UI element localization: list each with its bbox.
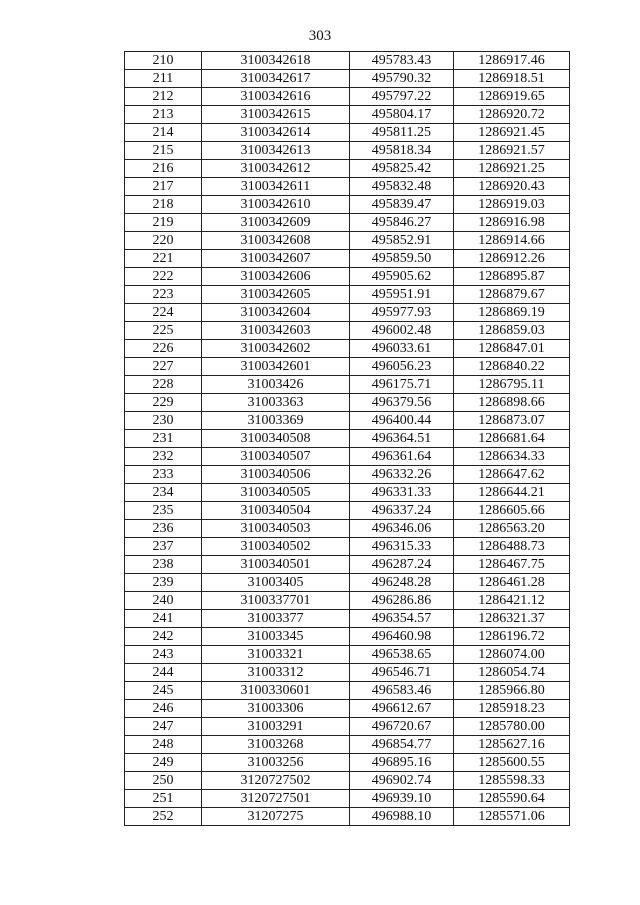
x-coordinate-cell: 495846.27 (350, 214, 454, 232)
point-id-cell: 3100342612 (202, 160, 350, 178)
table-row (125, 106, 570, 124)
table-row (125, 664, 570, 682)
row-index-cell: 216 (125, 160, 202, 178)
table-row (125, 340, 570, 358)
point-id-cell: 31003369 (202, 412, 350, 430)
x-coordinate-cell: 496854.77 (350, 736, 454, 754)
point-id-cell: 3100342617 (202, 70, 350, 88)
table-row (125, 520, 570, 538)
row-index-cell: 220 (125, 232, 202, 250)
x-coordinate-cell: 496460.98 (350, 628, 454, 646)
table-row (125, 466, 570, 484)
point-id-cell: 3100342609 (202, 214, 350, 232)
point-id-cell: 3100340508 (202, 430, 350, 448)
table-row (125, 412, 570, 430)
y-coordinate-cell: 1285600.55 (454, 754, 570, 772)
table-row (125, 700, 570, 718)
y-coordinate-cell: 1285598.33 (454, 772, 570, 790)
x-coordinate-cell: 496720.67 (350, 718, 454, 736)
table-row (125, 88, 570, 106)
point-id-cell: 3120727501 (202, 790, 350, 808)
x-coordinate-cell: 496056.23 (350, 358, 454, 376)
point-id-cell: 31003426 (202, 376, 350, 394)
x-coordinate-cell: 496315.33 (350, 538, 454, 556)
table-row (125, 376, 570, 394)
y-coordinate-cell: 1286895.87 (454, 268, 570, 286)
table-row (125, 646, 570, 664)
x-coordinate-cell: 496902.74 (350, 772, 454, 790)
table-row (125, 322, 570, 340)
x-coordinate-cell: 496331.33 (350, 484, 454, 502)
x-coordinate-cell: 495905.62 (350, 268, 454, 286)
row-index-cell: 242 (125, 628, 202, 646)
x-coordinate-cell: 495977.93 (350, 304, 454, 322)
point-id-cell: 3100342602 (202, 340, 350, 358)
table-row (125, 808, 570, 826)
y-coordinate-cell: 1286912.26 (454, 250, 570, 268)
y-coordinate-cell: 1286196.72 (454, 628, 570, 646)
x-coordinate-cell: 496337.24 (350, 502, 454, 520)
point-id-cell: 3100330601 (202, 682, 350, 700)
y-coordinate-cell: 1286920.43 (454, 178, 570, 196)
point-id-cell: 3100342618 (202, 52, 350, 70)
x-coordinate-cell: 496354.57 (350, 610, 454, 628)
x-coordinate-cell: 496939.10 (350, 790, 454, 808)
row-index-cell: 212 (125, 88, 202, 106)
y-coordinate-cell: 1286916.98 (454, 214, 570, 232)
row-index-cell: 223 (125, 286, 202, 304)
x-coordinate-cell: 496400.44 (350, 412, 454, 430)
x-coordinate-cell: 495783.43 (350, 52, 454, 70)
y-coordinate-cell: 1286921.25 (454, 160, 570, 178)
table-row (125, 448, 570, 466)
y-coordinate-cell: 1285966.80 (454, 682, 570, 700)
point-id-cell: 3100340506 (202, 466, 350, 484)
y-coordinate-cell: 1286859.03 (454, 322, 570, 340)
y-coordinate-cell: 1286634.33 (454, 448, 570, 466)
y-coordinate-cell: 1286605.66 (454, 502, 570, 520)
page-number: 303 (308, 28, 332, 44)
row-index-cell: 229 (125, 394, 202, 412)
x-coordinate-cell: 496361.64 (350, 448, 454, 466)
point-id-cell: 3100340504 (202, 502, 350, 520)
point-id-cell: 3100342603 (202, 322, 350, 340)
y-coordinate-cell: 1286563.20 (454, 520, 570, 538)
table-row (125, 790, 570, 808)
y-coordinate-cell: 1286873.07 (454, 412, 570, 430)
x-coordinate-cell: 495859.50 (350, 250, 454, 268)
table-row (125, 574, 570, 592)
table-row (125, 484, 570, 502)
row-index-cell: 238 (125, 556, 202, 574)
y-coordinate-cell: 1286914.66 (454, 232, 570, 250)
y-coordinate-cell: 1286421.12 (454, 592, 570, 610)
x-coordinate-cell: 496988.10 (350, 808, 454, 826)
point-id-cell: 31003306 (202, 700, 350, 718)
table-row (125, 610, 570, 628)
x-coordinate-cell: 496346.06 (350, 520, 454, 538)
point-id-cell: 31207275 (202, 808, 350, 826)
table-row (125, 736, 570, 754)
table-row (125, 394, 570, 412)
row-index-cell: 215 (125, 142, 202, 160)
row-index-cell: 244 (125, 664, 202, 682)
y-coordinate-cell: 1286795.11 (454, 376, 570, 394)
point-id-cell: 3100342608 (202, 232, 350, 250)
y-coordinate-cell: 1286921.57 (454, 142, 570, 160)
table-body (125, 52, 570, 826)
table-row (125, 268, 570, 286)
point-id-cell: 3100342607 (202, 250, 350, 268)
x-coordinate-cell: 496332.26 (350, 466, 454, 484)
row-index-cell: 249 (125, 754, 202, 772)
row-index-cell: 252 (125, 808, 202, 826)
x-coordinate-cell: 495839.47 (350, 196, 454, 214)
table-row (125, 286, 570, 304)
table-row (125, 250, 570, 268)
point-id-cell: 3100342616 (202, 88, 350, 106)
row-index-cell: 222 (125, 268, 202, 286)
point-id-cell: 31003405 (202, 574, 350, 592)
x-coordinate-cell: 496612.67 (350, 700, 454, 718)
row-index-cell: 214 (125, 124, 202, 142)
row-index-cell: 217 (125, 178, 202, 196)
y-coordinate-cell: 1286461.28 (454, 574, 570, 592)
x-coordinate-cell: 496033.61 (350, 340, 454, 358)
x-coordinate-cell: 496583.46 (350, 682, 454, 700)
point-id-cell: 3100340501 (202, 556, 350, 574)
row-index-cell: 232 (125, 448, 202, 466)
y-coordinate-cell: 1286840.22 (454, 358, 570, 376)
y-coordinate-cell: 1286644.21 (454, 484, 570, 502)
table-row (125, 718, 570, 736)
y-coordinate-cell: 1286919.03 (454, 196, 570, 214)
y-coordinate-cell: 1286847.01 (454, 340, 570, 358)
table-row (125, 538, 570, 556)
coordinates-table (124, 51, 570, 826)
row-index-cell: 237 (125, 538, 202, 556)
y-coordinate-cell: 1286920.72 (454, 106, 570, 124)
point-id-cell: 3100342610 (202, 196, 350, 214)
table-row (125, 52, 570, 70)
y-coordinate-cell: 1286321.37 (454, 610, 570, 628)
y-coordinate-cell: 1286898.66 (454, 394, 570, 412)
point-id-cell: 3100340507 (202, 448, 350, 466)
y-coordinate-cell: 1286869.19 (454, 304, 570, 322)
point-id-cell: 31003256 (202, 754, 350, 772)
point-id-cell: 31003312 (202, 664, 350, 682)
table-row (125, 556, 570, 574)
row-index-cell: 224 (125, 304, 202, 322)
x-coordinate-cell: 495790.32 (350, 70, 454, 88)
point-id-cell: 3100342614 (202, 124, 350, 142)
point-id-cell: 3100342601 (202, 358, 350, 376)
row-index-cell: 221 (125, 250, 202, 268)
point-id-cell: 31003377 (202, 610, 350, 628)
y-coordinate-cell: 1286467.75 (454, 556, 570, 574)
x-coordinate-cell: 495825.42 (350, 160, 454, 178)
table-row (125, 628, 570, 646)
row-index-cell: 234 (125, 484, 202, 502)
table-row (125, 772, 570, 790)
point-id-cell: 3100340503 (202, 520, 350, 538)
row-index-cell: 226 (125, 340, 202, 358)
y-coordinate-cell: 1285918.23 (454, 700, 570, 718)
table-row (125, 124, 570, 142)
table-row (125, 70, 570, 88)
table-row (125, 592, 570, 610)
x-coordinate-cell: 496379.56 (350, 394, 454, 412)
x-coordinate-cell: 495797.22 (350, 88, 454, 106)
row-index-cell: 225 (125, 322, 202, 340)
point-id-cell: 3100342604 (202, 304, 350, 322)
y-coordinate-cell: 1286054.74 (454, 664, 570, 682)
point-id-cell: 31003321 (202, 646, 350, 664)
point-id-cell: 31003291 (202, 718, 350, 736)
row-index-cell: 250 (125, 772, 202, 790)
row-index-cell: 227 (125, 358, 202, 376)
row-index-cell: 241 (125, 610, 202, 628)
row-index-cell: 235 (125, 502, 202, 520)
table-row (125, 304, 570, 322)
table-row (125, 358, 570, 376)
table-row (125, 430, 570, 448)
x-coordinate-cell: 495852.91 (350, 232, 454, 250)
x-coordinate-cell: 496002.48 (350, 322, 454, 340)
row-index-cell: 218 (125, 196, 202, 214)
row-index-cell: 240 (125, 592, 202, 610)
x-coordinate-cell: 496175.71 (350, 376, 454, 394)
row-index-cell: 245 (125, 682, 202, 700)
table-row (125, 232, 570, 250)
x-coordinate-cell: 495818.34 (350, 142, 454, 160)
x-coordinate-cell: 495951.91 (350, 286, 454, 304)
x-coordinate-cell: 496364.51 (350, 430, 454, 448)
table-row (125, 196, 570, 214)
y-coordinate-cell: 1285590.64 (454, 790, 570, 808)
row-index-cell: 231 (125, 430, 202, 448)
table-row (125, 682, 570, 700)
point-id-cell: 3100342615 (202, 106, 350, 124)
row-index-cell: 230 (125, 412, 202, 430)
point-id-cell: 31003363 (202, 394, 350, 412)
y-coordinate-cell: 1286919.65 (454, 88, 570, 106)
row-index-cell: 246 (125, 700, 202, 718)
x-coordinate-cell: 496546.71 (350, 664, 454, 682)
table-row (125, 754, 570, 772)
point-id-cell: 3100342611 (202, 178, 350, 196)
y-coordinate-cell: 1286918.51 (454, 70, 570, 88)
point-id-cell: 3100340502 (202, 538, 350, 556)
table-row (125, 142, 570, 160)
x-coordinate-cell: 496287.24 (350, 556, 454, 574)
row-index-cell: 236 (125, 520, 202, 538)
point-id-cell: 3100342613 (202, 142, 350, 160)
y-coordinate-cell: 1286074.00 (454, 646, 570, 664)
row-index-cell: 228 (125, 376, 202, 394)
x-coordinate-cell: 496538.65 (350, 646, 454, 664)
x-coordinate-cell: 496895.16 (350, 754, 454, 772)
y-coordinate-cell: 1286488.73 (454, 538, 570, 556)
point-id-cell: 31003268 (202, 736, 350, 754)
row-index-cell: 213 (125, 106, 202, 124)
point-id-cell: 3100337701 (202, 592, 350, 610)
point-id-cell: 31003345 (202, 628, 350, 646)
y-coordinate-cell: 1286917.46 (454, 52, 570, 70)
row-index-cell: 251 (125, 790, 202, 808)
table-row (125, 178, 570, 196)
y-coordinate-cell: 1286921.45 (454, 124, 570, 142)
y-coordinate-cell: 1285627.16 (454, 736, 570, 754)
x-coordinate-cell: 496286.86 (350, 592, 454, 610)
table-row (125, 160, 570, 178)
point-id-cell: 3120727502 (202, 772, 350, 790)
row-index-cell: 247 (125, 718, 202, 736)
y-coordinate-cell: 1286647.62 (454, 466, 570, 484)
row-index-cell: 239 (125, 574, 202, 592)
row-index-cell: 233 (125, 466, 202, 484)
row-index-cell: 210 (125, 52, 202, 70)
x-coordinate-cell: 495811.25 (350, 124, 454, 142)
y-coordinate-cell: 1286681.64 (454, 430, 570, 448)
point-id-cell: 3100342606 (202, 268, 350, 286)
y-coordinate-cell: 1286879.67 (454, 286, 570, 304)
table-row (125, 214, 570, 232)
row-index-cell: 248 (125, 736, 202, 754)
table-row (125, 502, 570, 520)
row-index-cell: 219 (125, 214, 202, 232)
point-id-cell: 3100340505 (202, 484, 350, 502)
row-index-cell: 243 (125, 646, 202, 664)
x-coordinate-cell: 496248.28 (350, 574, 454, 592)
point-id-cell: 3100342605 (202, 286, 350, 304)
y-coordinate-cell: 1285571.06 (454, 808, 570, 826)
x-coordinate-cell: 495804.17 (350, 106, 454, 124)
y-coordinate-cell: 1285780.00 (454, 718, 570, 736)
x-coordinate-cell: 495832.48 (350, 178, 454, 196)
row-index-cell: 211 (125, 70, 202, 88)
